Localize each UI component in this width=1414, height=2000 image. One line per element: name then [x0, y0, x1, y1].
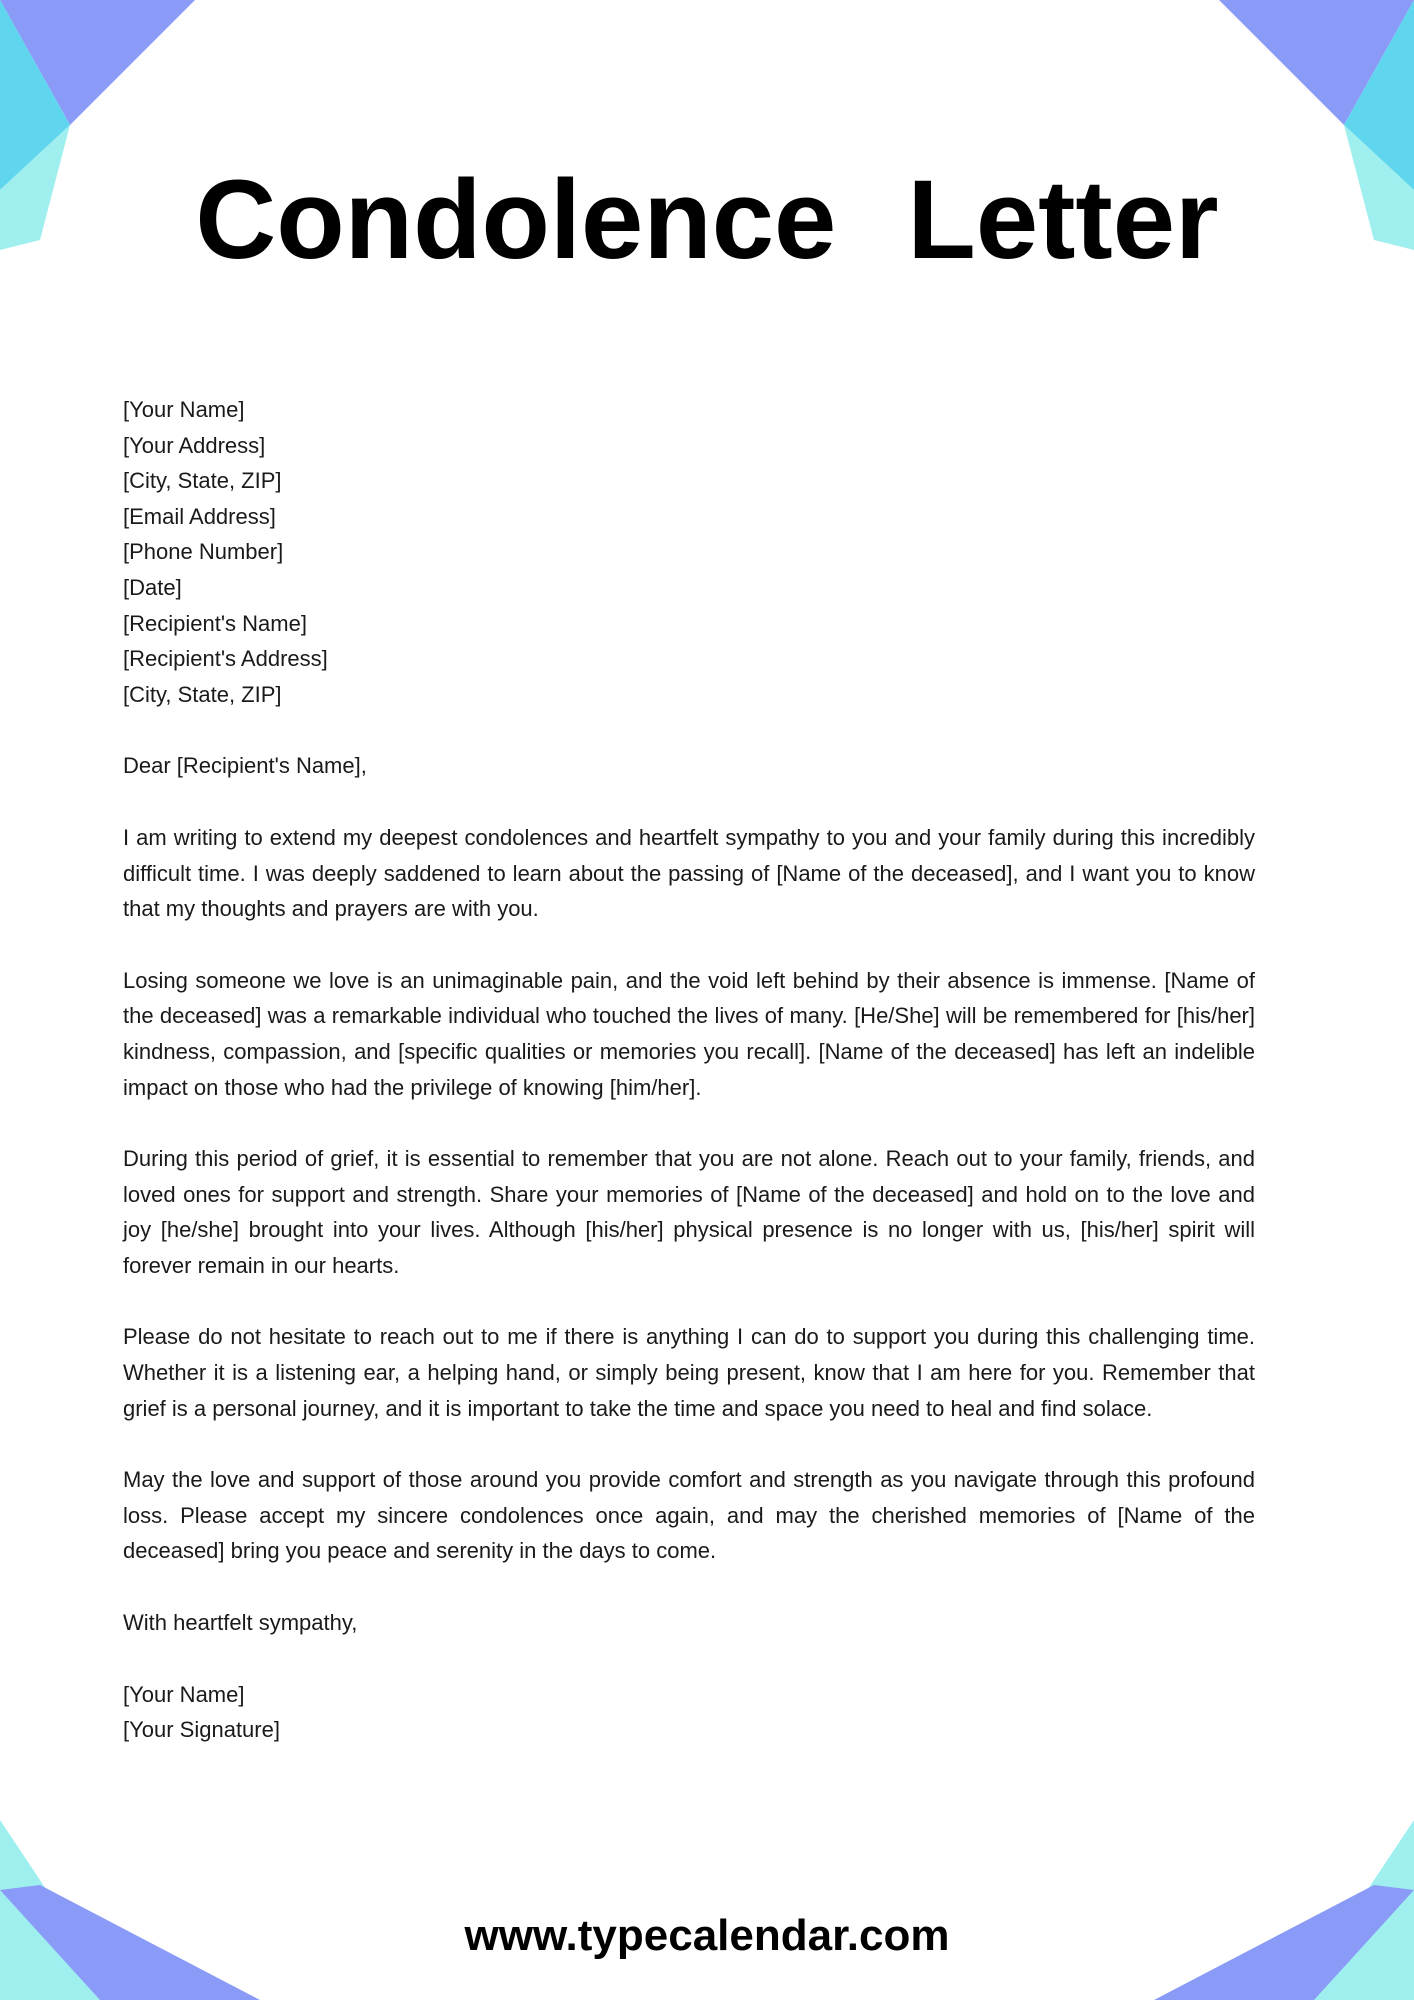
letter-date: [Date]: [123, 574, 182, 600]
signoff-block: [123, 1677, 1255, 1748]
body-paragraph: Losing someone we love is an unimaginable pain, and the void left behind by their absence is immense. [Name of the deceased] was a remarkable individual who touched the lives of many. [He/She] will be remembered for [his/her] kindness, compassion, and [specific qualities or memories you recall]. [Name of the deceased] has left an indelible impact on those who had the privilege of knowing [him/her].: [123, 967, 1255, 1100]
footer-website: www.typecalendar.com: [464, 1911, 950, 1960]
body-paragraph: Please do not hesitate to reach out to me if there is anything I can do to support you during this challenging time. Whether it is a listening ear, a helping hand, or simply being present, know that I am here for you. Remember that grief is a personal journey, and it is important to take the time and space you need to heal and find solace.: [123, 1324, 1255, 1421]
recipient-city-state-zip: [City, State, ZIP]: [123, 681, 282, 707]
body-paragraph: During this period of grief, it is essential to remember that you are not alone. Reach out to your family, friends, and loved ones for support and strength. Share your memories of [Name of the deceased] and hold on to the love and joy [he/she] brought into your lives. Although [his/her] physical presence is no longer with us, [his/her] spirit will forever remain in our hearts.: [123, 1146, 1255, 1278]
sender-phone: [Phone Number]: [123, 539, 284, 565]
closing: With heartfelt sympathy,: [123, 1610, 358, 1636]
body-paragraph: May the love and support of those around you provide comfort and strength as you navigate through this profound loss. Please accept my sincere condolences once again, and may the cherished memories of [Name of the deceased] bring you peace and serenity in the days to come.: [123, 1467, 1255, 1564]
signoff-name: [Your Name]: [123, 1681, 245, 1707]
address-block: [123, 392, 1255, 712]
letter-body: [123, 392, 1255, 1748]
salutation: Dear [Recipient's Name],: [123, 753, 367, 779]
page-title: Condolence Letter: [195, 157, 1219, 282]
body-paragraph: I am writing to extend my deepest condolences and heartfelt sympathy to you and your family during this incredibly difficult time. I was deeply saddened to learn about the passing of [Name of the deceased], and I want you to know that my thoughts and prayers are with you.: [123, 824, 1255, 922]
recipient-name: [Recipient's Name]: [123, 610, 307, 636]
sender-name: [Your Name]: [123, 397, 245, 422]
sender-address: [Your Address]: [123, 432, 266, 458]
signoff-signature: [Your Signature]: [123, 1717, 280, 1743]
recipient-address: [Recipient's Address]: [123, 646, 328, 672]
sender-email: [Email Address]: [123, 503, 276, 529]
sender-city-state-zip: [City, State, ZIP]: [123, 468, 282, 494]
